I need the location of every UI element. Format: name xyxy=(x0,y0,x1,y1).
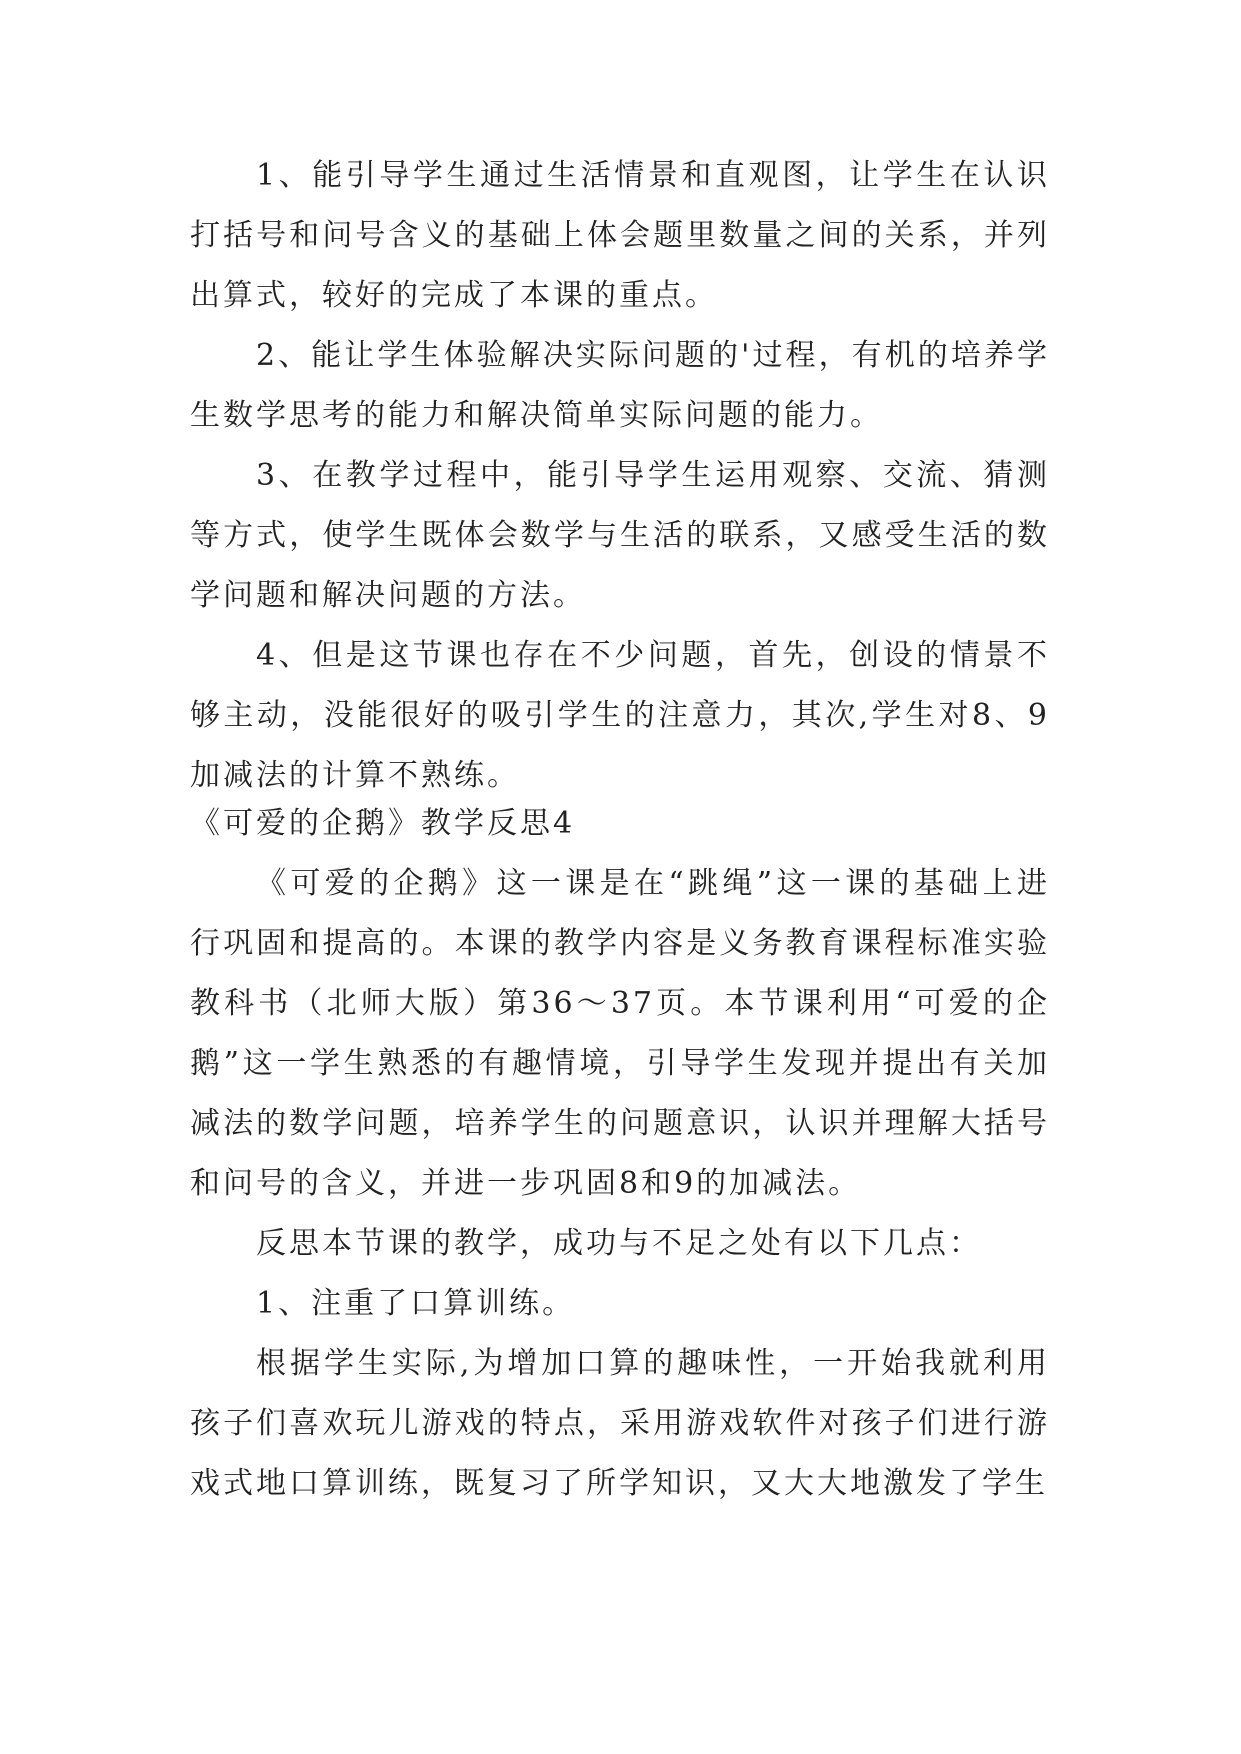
paragraph: 4、但是这节课也存在不少问题，首先，创设的情景不够主动，没能很好的吸引学生的注意力，其次,学生对8、9加减法的计算不熟练。 xyxy=(190,638,1050,793)
section-reflection-4 xyxy=(190,794,1050,1514)
section-heading: 《可爱的企鹅》教学反思4 xyxy=(190,806,576,841)
paragraph: 《可爱的企鹅》这一课是在“跳绳”这一课的基础上进行巩固和提高的。本课的教学内容是义务教育课程标准实验教科书（北师大版）第36～37页。本节课利用“可爱的企鹅”这一学生熟悉的有趣情境，引导学生发现并提出有关加减法的数学问题，培养学生的问题意识，认识并理解大括号和问号的含义，并进一步巩固8和9的加减法。 xyxy=(190,866,1050,1201)
paragraph: 1、能引导学生通过生活情景和直观图，让学生在认识打括号和问号含义的基础上体会题里数量之间的关系，并列出算式，较好的完成了本课的重点。 xyxy=(190,158,1050,313)
paragraph: 2、能让学生体验解决实际问题的'过程，有机的培养学生数学思考的能力和解决简单实际问题的能力。 xyxy=(190,338,1050,433)
paragraph: 3、在教学过程中，能引导学生运用观察、交流、猜测等方式，使学生既体会数学与生活的联系，又感受生活的数学问题和解决问题的方法。 xyxy=(190,458,1050,613)
paragraph: 根据学生实际,为增加口算的趣味性，一开始我就利用孩子们喜欢玩儿游戏的特点，采用游戏软件对孩子们进行游戏式地口算训练，既复习了所学知识，又大大地激发了学生 xyxy=(190,1346,1050,1501)
paragraph: 1、注重了口算训练。 xyxy=(256,1286,576,1321)
paragraph: 反思本节课的教学，成功与不足之处有以下几点： xyxy=(256,1226,982,1261)
section-reflection-3-body xyxy=(190,146,1050,806)
